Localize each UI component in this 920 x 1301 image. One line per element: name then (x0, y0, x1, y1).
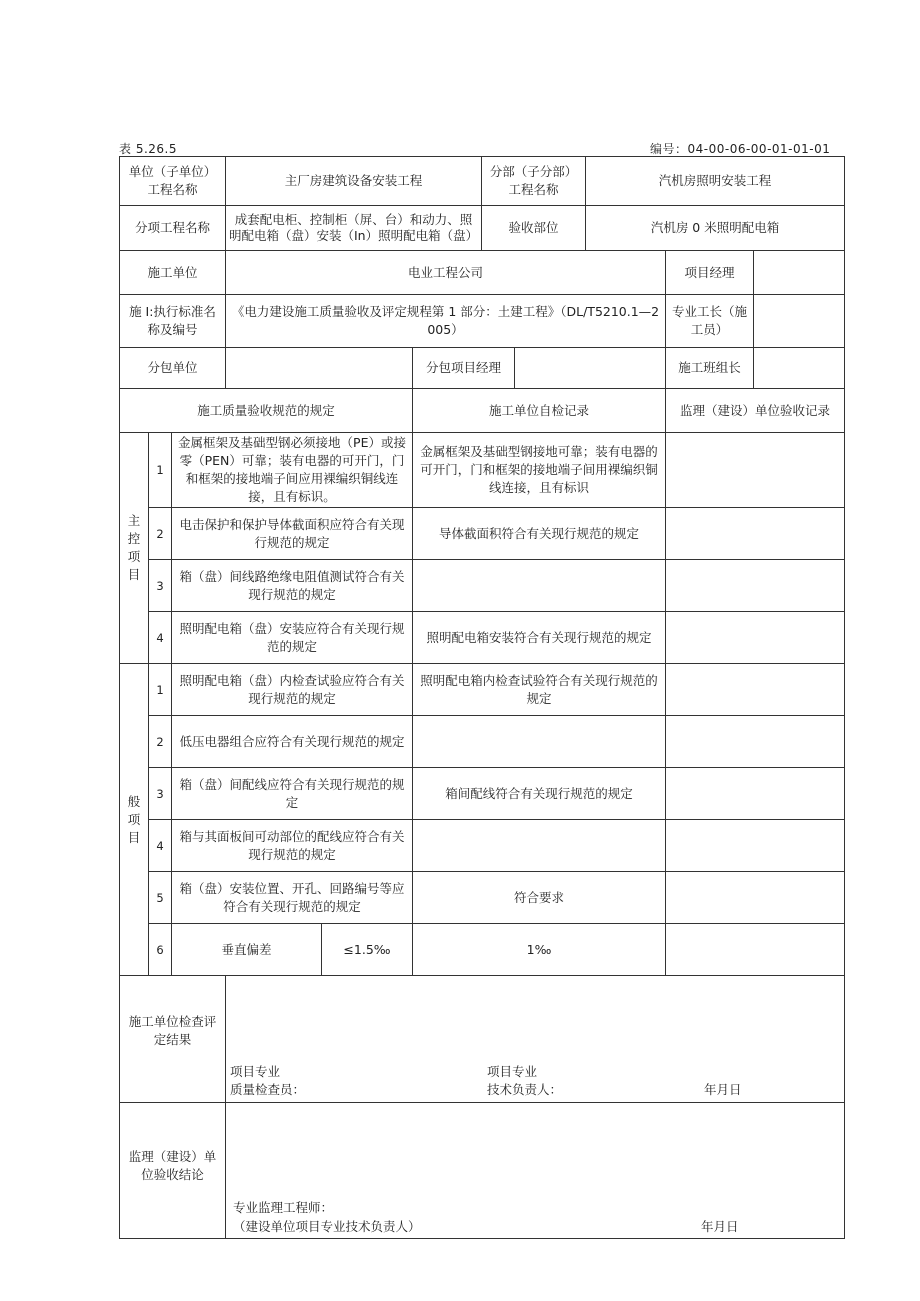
item-spec: 垂直偏差 (172, 924, 322, 976)
table-row (120, 664, 845, 716)
item-check: 金属框架及基础型钢接地可靠；装有电器的可开门，门和框架的接地端子间用裸编织铜线连接，且有标识 (413, 433, 666, 508)
unit-value: 主厂房建筑设备安装工程 (226, 157, 482, 206)
main-items-group: 主控项目 (120, 433, 149, 664)
item-check (413, 820, 666, 872)
supervisor-signature-area (226, 1103, 845, 1239)
table-row (120, 508, 845, 560)
accept-part-label: 验收部位 (482, 206, 586, 251)
contractor-value: 电业工程公司 (226, 251, 666, 295)
supervisor-line2: （建设单位项目专业技术负责人） (233, 1219, 421, 1234)
sub-label: 分包单位 (120, 348, 226, 389)
table-row (120, 872, 845, 924)
item-check: 箱间配线符合有关现行规范的规定 (413, 768, 666, 820)
item-check: 1‰ (413, 924, 666, 976)
item-result (666, 872, 845, 924)
contractor-label: 施工单位 (120, 251, 226, 295)
table-row (120, 924, 845, 976)
table-row (120, 612, 845, 664)
unit-label: 单位（子单位）工程名称 (120, 157, 226, 206)
item-no: 3 (149, 560, 172, 612)
item-result (666, 820, 845, 872)
team-leader-value (754, 348, 845, 389)
col-supervisor-header: 监理（建设）单位验收记录 (666, 389, 845, 433)
item-result (666, 508, 845, 560)
sub-pm-value (515, 348, 666, 389)
col-spec-header: 施工质量验收规范的规定 (120, 389, 413, 433)
item-check (413, 716, 666, 768)
supervisor-conclusion-label: 监理（建设）单位验收结论 (120, 1103, 226, 1239)
col-self-check-header: 施工单位自检记录 (413, 389, 666, 433)
table-row (120, 768, 845, 820)
item-check: 照明配电箱安装符合有关现行规范的规定 (413, 612, 666, 664)
item-no: 5 (149, 872, 172, 924)
item-result (666, 433, 845, 508)
foreman-value (754, 295, 845, 348)
table-row (120, 560, 845, 612)
tech-line1: 项目专业 (487, 1064, 538, 1079)
accept-part-value: 汽机房 0 米照明配电箱 (586, 206, 845, 251)
serial-number: 编号：04-00-06-00-01-01-01 (650, 142, 831, 156)
item-no: 6 (149, 924, 172, 976)
pm-value (754, 251, 845, 295)
item-spec: 低压电器组合应符合有关现行规范的规定 (172, 716, 413, 768)
self-eval-date: 年月日 (704, 1082, 742, 1097)
acceptance-form (119, 156, 845, 1239)
item-no: 1 (149, 433, 172, 508)
item-limit: ≤1.5‰ (322, 924, 413, 976)
standard-label: 施 I:执行标准名称及编号 (120, 295, 226, 348)
sub-value (226, 348, 413, 389)
item-result (666, 612, 845, 664)
qc-line1: 项目专业 (230, 1064, 281, 1079)
item-no: 1 (149, 664, 172, 716)
item-result (666, 716, 845, 768)
division-value: 汽机房照明安装工程 (586, 157, 845, 206)
tech-line2: 技术负责人： (487, 1082, 563, 1097)
item-result (666, 664, 845, 716)
item-spec: 箱（盘）间线路绝缘电阻值测试符合有关现行规范的规定 (172, 560, 413, 612)
item-check: 导体截面积符合有关现行规范的规定 (413, 508, 666, 560)
item-no: 4 (149, 612, 172, 664)
item-no: 3 (149, 768, 172, 820)
supervisor-line1: 专业监理工程师： (233, 1200, 334, 1215)
foreman-label: 专业工长（施工员） (666, 295, 754, 348)
team-leader-label: 施工班组长 (666, 348, 754, 389)
item-result (666, 924, 845, 976)
item-spec: 电击保护和保护导体截面积应符合有关现行规范的规定 (172, 508, 413, 560)
sub-pm-label: 分包项目经理 (413, 348, 515, 389)
self-eval-signature-area (226, 976, 845, 1103)
item-spec: 箱与其面板间可动部位的配线应符合有关现行规范的规定 (172, 820, 413, 872)
item-result (666, 560, 845, 612)
table-row (120, 433, 845, 508)
table-number: 表 5.26.5 (119, 142, 177, 156)
pm-label: 项目经理 (666, 251, 754, 295)
table-row (120, 716, 845, 768)
item-value: 成套配电柜、控制柜（屏、台）和动力、照明配电箱（盘）安装（In）照明配电箱（盘） (226, 206, 482, 251)
item-result (666, 768, 845, 820)
supervisor-date: 年月日 (701, 1219, 739, 1234)
item-spec: 箱（盘）间配线应符合有关现行规范的规定 (172, 768, 413, 820)
qc-line2: 质量检查员： (230, 1082, 306, 1097)
self-eval-label: 施工单位检查评定结果 (120, 976, 226, 1103)
division-label: 分部（子分部）工程名称 (482, 157, 586, 206)
item-label: 分项工程名称 (120, 206, 226, 251)
table-row (120, 820, 845, 872)
item-spec: 照明配电箱（盘）安装应符合有关现行规范的规定 (172, 612, 413, 664)
item-check (413, 560, 666, 612)
item-no: 2 (149, 508, 172, 560)
item-no: 2 (149, 716, 172, 768)
item-check: 照明配电箱内检查试验符合有关现行规范的规定 (413, 664, 666, 716)
standard-value: 《电力建设施工质量验收及评定规程第 1 部分：土建工程》（DL/T5210.1—2005） (226, 295, 666, 348)
item-check: 符合要求 (413, 872, 666, 924)
item-spec: 金属框架及基础型钢必须接地（PE）或接零（PEN）可靠；装有电器的可开门，门和框架的接地端子间应用裸编织铜线连接，且有标识。 (172, 433, 413, 508)
item-spec: 照明配电箱（盘）内检查试验应符合有关现行规范的规定 (172, 664, 413, 716)
item-spec: 箱（盘）安装位置、开孔、回路编号等应符合有关现行规范的规定 (172, 872, 413, 924)
general-items-group: 般项目 (120, 664, 149, 976)
item-no: 4 (149, 820, 172, 872)
